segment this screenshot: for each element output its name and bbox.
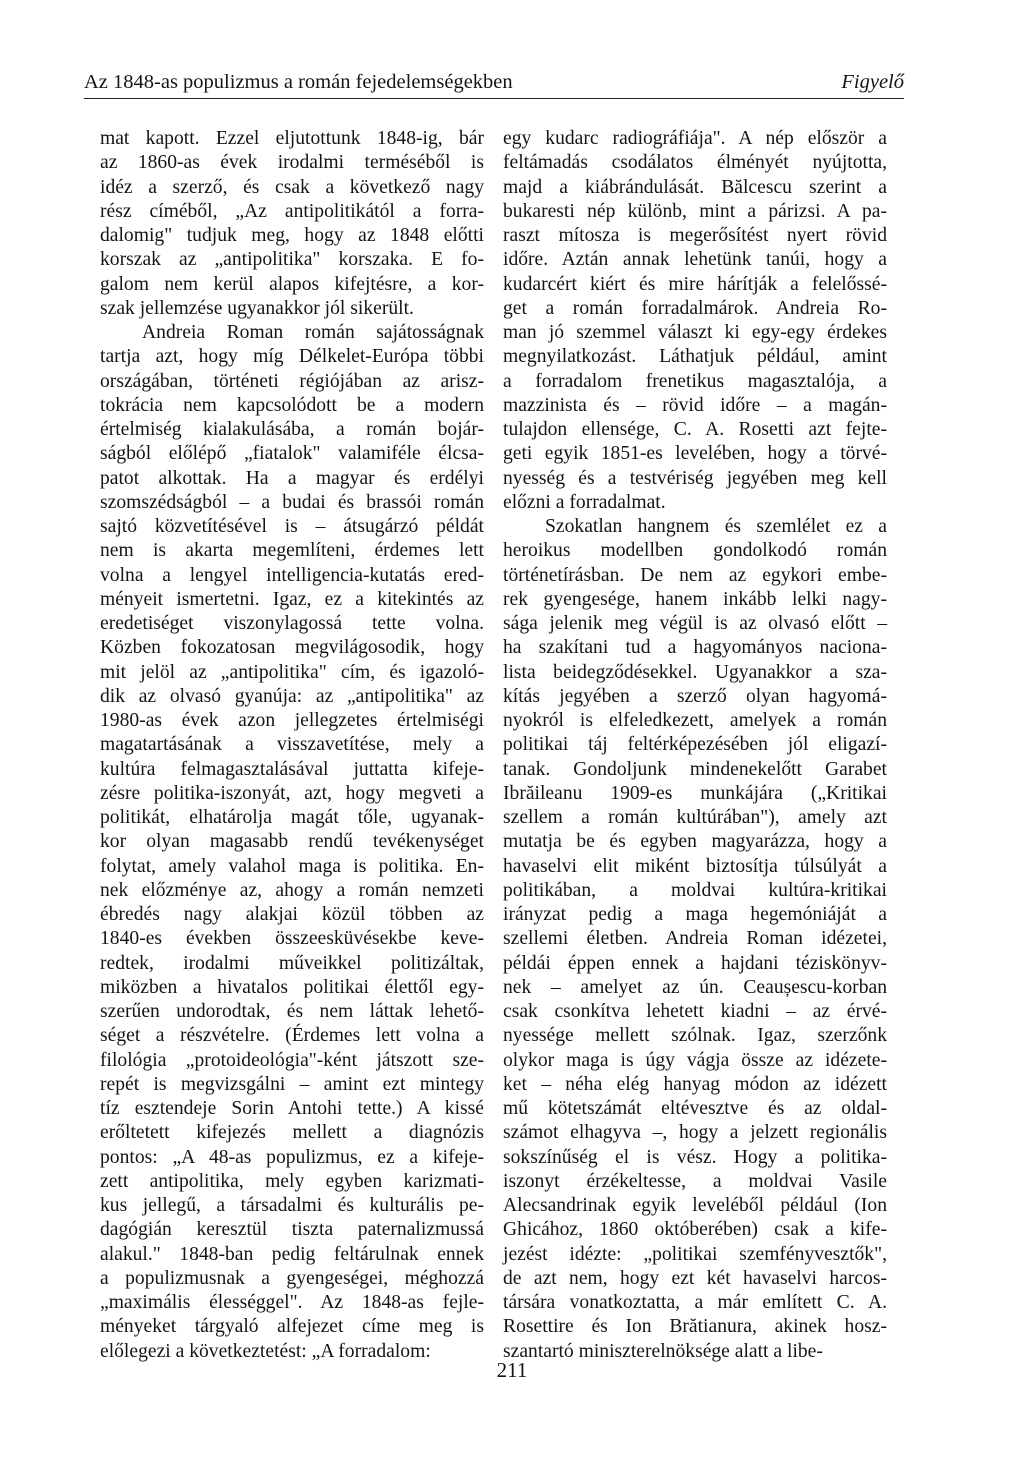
text-line: Rosettire és Ion Brătianura, akinek hosz-	[503, 1316, 887, 1338]
text-line: ményeket tárgyaló alfejezet címe meg is	[100, 1316, 484, 1338]
text-line: szak jellemzése ugyanakkor jól sikerült.	[100, 297, 414, 319]
text-line: Andreia Roman román sajátosságnak	[142, 322, 484, 343]
text-line: Szokatlan hangnem és szemlélet ez a	[545, 516, 887, 537]
text-line: szomszédságból – a budai és brassói román	[100, 491, 484, 513]
text-line: de azt nem, hogy ezt két havaselvi harcos-	[503, 1267, 887, 1289]
text-line: miközben a hivatalos politikai élettől egy-	[100, 976, 484, 998]
text-line: mutatja be és egyben magyarázza, hogy a	[503, 831, 887, 853]
text-line: patot alkottak. Ha a magyar és erdélyi	[100, 467, 484, 489]
text-line: Közben fokozatosan megvilágosodik, hogy	[100, 637, 484, 659]
text-line: 1980-as évek azon jellegzetes értelmiségi	[100, 710, 484, 731]
section-label: Figyelő	[841, 71, 904, 93]
text-line: nek előzménye az, ahogy a román nemzeti	[100, 879, 484, 901]
text-line: kudarcért kiért és mire hárítják a felelőssé-	[503, 273, 887, 295]
text-line: országában, történeti régiójában az arisz-	[100, 370, 484, 392]
text-line: heroikus modellben gondolkodó román	[503, 540, 887, 562]
text-line: ket – néha elég hanyag módon az idézett	[503, 1073, 887, 1095]
text-line: galom nem kerül alapos kifejtésre, a kor-	[100, 273, 484, 295]
text-line: séget a részvételre. (Érdemes lett volna a	[100, 1025, 484, 1047]
text-line: tanak. Gondoljunk mindenekelőtt Garabet	[503, 758, 887, 780]
text-line: politikai táj feltérképezésében jól eligazí-	[503, 734, 887, 756]
text-line: ságból előlépő „fiatalok" valamiféle élcsa-	[100, 443, 484, 465]
text-line: mit jelöl az „antipolitika" cím, és igazoló-	[100, 661, 484, 683]
running-title: Az 1848-as populizmus a román fejedelemségekben	[84, 71, 513, 93]
text-line: politikát, elhatárolja magát tőle, ugyanak-	[100, 807, 484, 828]
text-line: mat kapott. Ezzel eljutottunk 1848-ig, bár	[100, 128, 484, 149]
text-line: időre. Aztán annak lehetünk tanúi, hogy a	[503, 249, 887, 271]
text-line: korszak az „antipolitika" korszaka. E fo-	[100, 249, 484, 271]
text-line: Alecsandrinak egyik leveléből például (Ion	[503, 1195, 887, 1216]
text-line: man jó szemmel választ ki egy-egy érdekes	[503, 322, 887, 343]
text-line: tulajdon ellensége, C. A. Rosetti azt fejte-	[503, 419, 887, 440]
text-line: volna a lengyel intelligencia-kutatás ered-	[100, 564, 484, 586]
text-line: magatartásának a visszavetítése, mely a	[100, 734, 484, 756]
text-line: társára vonatkoztatta, a már említett C. A.	[503, 1292, 887, 1313]
text-line: rek gyengesége, hanem inkább lelki nagy-	[503, 588, 887, 610]
text-line: olykor maga is úgy vágja össze az idézete-	[503, 1049, 887, 1071]
text-line: eredetiséget viszonylagossá tette volna.	[100, 613, 484, 634]
text-line: folytat, amely valahol maga is politika. En-	[100, 855, 484, 877]
page-number: 211	[496, 1358, 528, 1382]
text-line: politikában, a moldvai kultúra-kritikai	[503, 879, 887, 901]
text-line: példái éppen ennek a hajdani téziskönyv-	[503, 952, 887, 974]
text-line: nyesség és a testvériség jegyében meg kell	[503, 467, 887, 489]
text-line: Ghicához, 1860 októberében) csak a kife-	[503, 1219, 887, 1241]
text-line: előzni a forradalmat.	[503, 491, 666, 513]
text-line: get a román forradalmárok. Andreia Ro-	[503, 297, 887, 319]
text-line: „maximális élességgel". Az 1848-as fejle-	[100, 1292, 484, 1313]
text-line: geti egyik 1851-es levelében, hogy a törvé-	[503, 443, 887, 465]
text-line: szellemi életben. Andreia Roman idézetei,	[503, 928, 887, 950]
text-line: repét is megvizsgálni – amint ezt mintegy	[100, 1073, 484, 1095]
text-line: kítás jegyében a szerző olyan hagyomá-	[503, 685, 887, 707]
text-line: sokszínűség el is vész. Hogy a politika-	[503, 1146, 887, 1168]
text-line: alakul." 1848-ban pedig feltárulnak ennek	[100, 1243, 484, 1265]
text-line: sajtó közvetítésével is – átsugárzó példát	[100, 516, 484, 537]
text-line: pontos: „A 48-as populizmus, ez a kifeje-	[100, 1146, 484, 1168]
text-line: ha szakítani tud a hagyományos naciona-	[503, 637, 887, 659]
text-line: majd a kiábrándulását. Bălcescu szerint a	[503, 176, 887, 198]
text-line: sága jelenik meg végül is az olvasó előtt –	[503, 613, 887, 634]
text-line: nem is akarta megemlíteni, érdemes lett	[100, 540, 484, 562]
text-line: mű kötetszámát eltévesztve és az oldal-	[503, 1098, 887, 1119]
text-line: idéz a szerző, és csak a következő nagy	[100, 176, 484, 198]
text-line: raszt mítosza is megerősítést nyert rövid	[503, 225, 887, 246]
text-line: zésre politika-iszonyát, azt, hogy megveti a	[100, 782, 484, 804]
running-header	[84, 68, 904, 99]
text-line: bukaresti nép különb, mint a párizsi. A pa-	[503, 200, 887, 222]
text-line: dik az olvasó gyanúja: az „antipolitika" az	[100, 685, 484, 707]
text-line: tíz esztendeje Sorin Antohi tette.) A kissé	[100, 1098, 484, 1119]
text-line: számot elhagyva –, hogy a jelzett regionális	[503, 1122, 887, 1144]
text-line: a populizmusnak a gyengeségei, méghozzá	[100, 1267, 484, 1289]
text-line: irányzat pedig a maga hegemóniáját a	[503, 904, 887, 925]
text-line: kor olyan magasabb rendű tevékenységet	[100, 831, 484, 853]
text-line: előlegezi a következtetést: „A forradalom:	[100, 1340, 431, 1362]
text-line: jezést idézte: „politikai szemfényvesztők",	[503, 1243, 887, 1265]
text-line: tokrácia nem kapcsolódott be a modern	[100, 394, 484, 416]
text-line: feltámadás csodálatos élményét nyújtotta,	[503, 152, 887, 174]
text-line: Ibrăileanu 1909-es munkájára („Kritikai	[503, 782, 887, 804]
text-line: lista beidegződésekkel. Ugyanakkor a sza-	[503, 661, 887, 683]
text-line: nyokról is elfeledkezett, amelyek a román	[503, 710, 887, 731]
text-line: mazzinista és – rövid időre – a magán-	[503, 394, 887, 416]
text-line: kus jellegű, a társadalmi és kulturális pe-	[100, 1195, 484, 1216]
right-text-column	[503, 127, 887, 1364]
left-text-column	[100, 127, 484, 1364]
text-line: rész címéből, „Az antipolitikától a forra-	[100, 200, 484, 222]
text-line: tartja azt, hogy míg Délkelet-Európa többi	[100, 346, 484, 368]
text-line: iszonyt érzékeltesse, a moldvai Vasile	[503, 1170, 887, 1192]
text-line: egy kudarc radiográfiája". A nép először a	[503, 128, 887, 149]
text-line: zett antipolitika, mely egyben karizmati-	[100, 1170, 484, 1192]
text-line: szellem a román kultúrában"), amely azt	[503, 807, 887, 828]
text-line: megnyilatkozást. Láthatjuk például, amint	[503, 346, 887, 368]
text-line: erőltetett kifejezés mellett a diagnózis	[100, 1122, 484, 1144]
text-line: havaselvi elit miként biztosítja túlsúlyát a	[503, 855, 887, 877]
text-line: filológia „protoideológia"-ként játszott sze-	[100, 1049, 484, 1071]
text-line: ményeit ismertetni. Igaz, ez a kitekintés az	[100, 588, 484, 610]
text-line: nek – amelyet az ún. Ceaușescu-korban	[503, 976, 887, 998]
text-line: történetírásban. De nem az egykori embe-	[503, 564, 887, 586]
text-line: szantartó miniszterelnöksége alatt a libe-	[503, 1340, 823, 1362]
text-line: a forradalom frenetikus magasztalója, a	[503, 370, 887, 392]
text-line: dagógián keresztül tiszta paternalizmussá	[100, 1219, 484, 1241]
text-line: ébredés nagy alakjai közül többen az	[100, 904, 484, 925]
text-line: redtek, irodalmi műveikkel politizáltak,	[100, 952, 484, 974]
text-line: szerűen undorodtak, és nem láttak lehető-	[100, 1001, 484, 1022]
text-line: az 1860-as évek irodalmi terméséből is	[100, 152, 484, 174]
text-line: értelmiség kialakulásába, a román bojár-	[100, 419, 484, 440]
text-line: dalomig" tudjuk meg, hogy az 1848 előtti	[100, 225, 484, 246]
text-line: nyessége mellett szólnak. Igaz, szerzőnk	[503, 1025, 887, 1047]
text-line: kultúra felmagasztalásával juttatta kifeje-	[100, 758, 484, 780]
text-line: 1840-es években összeesküvésekbe keve-	[100, 928, 484, 950]
text-line: csak csonkítva lehetett kiadni – az érvé-	[503, 1001, 887, 1022]
